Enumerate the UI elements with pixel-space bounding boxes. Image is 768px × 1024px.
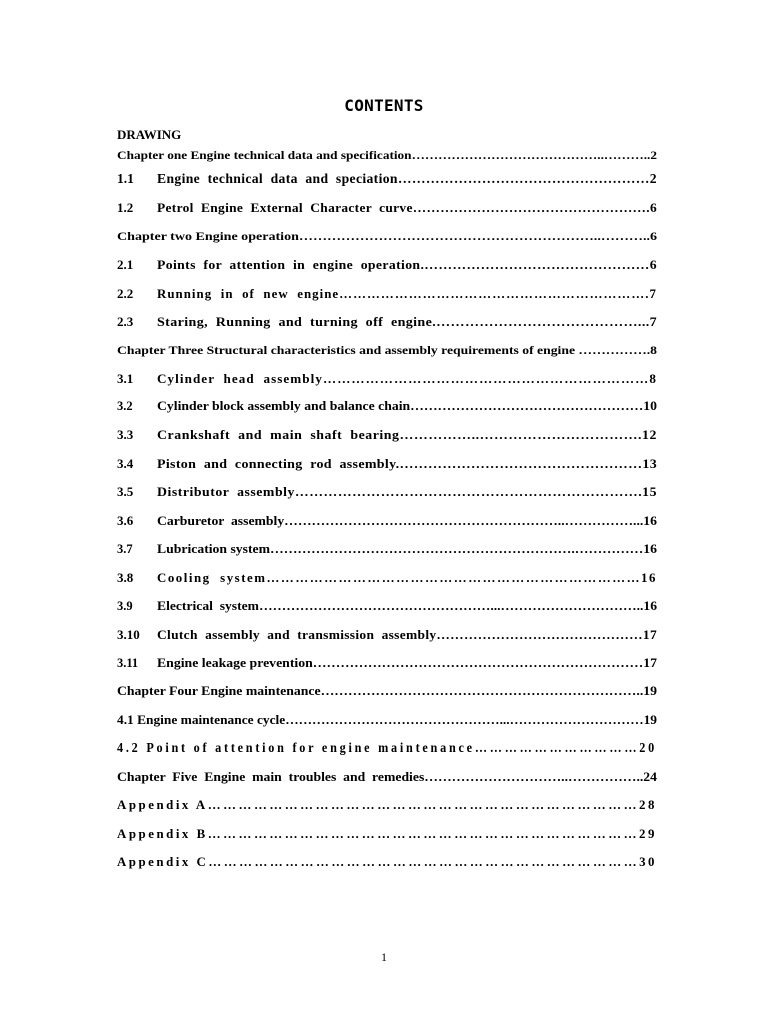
toc-entry-text: Chapter one Engine technical data and specification……………………………………..………..2 <box>117 148 657 162</box>
toc-entry-text: Petrol Engine External Character curve…………………………………………….6 <box>157 200 657 215</box>
toc-section-number: 3.6 <box>117 513 134 528</box>
toc-entry-text: Chapter Three Structural characteristics and assembly requirements of engine …………….8 <box>117 343 657 357</box>
toc-entry-text: Cylinder head assembly……………………………………………………………8 <box>157 371 657 386</box>
toc-section-number: 3.4 <box>117 456 134 471</box>
toc-entry <box>117 426 657 444</box>
toc-section-number: 3.11 <box>117 656 139 670</box>
contents-title: CONTENTS <box>344 96 424 115</box>
toc-entry <box>117 126 657 144</box>
toc-entry-text: Cooling system……………………………………………………………………16 <box>157 570 657 585</box>
toc-section-number: 2.2 <box>117 286 134 301</box>
toc-entry-text: Carburetor assembly……………………………………………………..……………...16 <box>157 513 657 528</box>
toc-entry-text: Staring, Running and turning off engine.……………………………………...7 <box>157 314 657 329</box>
toc-entry <box>117 313 657 331</box>
toc-entry-text: Appendix B…………………………………………………………………………29 <box>117 826 657 841</box>
toc-entry-text: Piston and connecting rod assembly.……………………………………………13 <box>157 456 657 471</box>
toc-section-number: 3.9 <box>117 599 133 613</box>
toc-entry <box>117 285 657 303</box>
toc-entry <box>117 146 657 164</box>
toc-entry <box>117 768 657 786</box>
toc-section-number: 3.1 <box>117 371 134 386</box>
toc-section-number: 3.10 <box>117 627 140 642</box>
toc-entry <box>117 483 657 501</box>
toc-entry <box>117 739 657 757</box>
toc-entry <box>117 455 657 473</box>
toc-entry-text: 4.2 Point of attention for engine maintenance……………………………20 <box>117 740 657 755</box>
toc-entry-text: Electrical system……………………………………………...…………………………..16 <box>157 599 657 613</box>
toc-entry <box>117 654 657 672</box>
toc-entry-text: Engine leakage prevention………………………………………………………………17 <box>157 656 657 670</box>
toc-entry-text: 4.1 Engine maintenance cycle…………………………………………...…………………………19 <box>117 713 657 727</box>
toc-entry <box>117 227 657 245</box>
toc-entry-text: Clutch assembly and transmission assembly………………………………………17 <box>157 627 657 642</box>
toc-entry <box>117 341 657 359</box>
toc-entry <box>117 569 657 587</box>
toc-section-number: 3.2 <box>117 399 133 413</box>
toc-entry <box>117 512 657 530</box>
toc-section-number: 3.3 <box>117 427 134 442</box>
toc-entry-text: Points for attention in engine operation.…………………………………………6 <box>157 257 657 272</box>
toc-entry-text: Distributor assembly……………………………………………………………….15 <box>157 484 657 499</box>
toc-entry <box>117 796 657 814</box>
toc-entry <box>117 711 657 729</box>
toc-entry <box>117 540 657 558</box>
toc-entry-text: Running in of new engine………………………………………………………….7 <box>157 286 657 301</box>
toc-entry <box>117 853 657 871</box>
toc-entry-text: Chapter Five Engine main troubles and remedies…………………………..……………..24 <box>117 770 657 784</box>
toc-section-number: 1.2 <box>117 200 134 215</box>
toc-entry-text: Appendix C…………………………………………………………………………30 <box>117 854 657 869</box>
toc-entry <box>117 256 657 274</box>
toc-section-number: 2.3 <box>117 314 134 329</box>
toc-entry-text: DRAWING <box>117 127 182 142</box>
toc-entry-text: Cylinder block assembly and balance chain……………………………………………10 <box>157 399 657 413</box>
toc-entry-text: Engine technical data and speciation………………………………………………2 <box>157 171 657 186</box>
toc-section-number: 3.8 <box>117 570 134 585</box>
toc-entry-text: Chapter two Engine operation………………………………………………………..………..6 <box>117 229 657 243</box>
toc-section-number: 2.1 <box>117 257 134 272</box>
toc-entry <box>117 397 657 415</box>
toc-section-number: 3.5 <box>117 484 134 499</box>
toc-entry-text: Chapter Four Engine maintenance……………………………………………………………..19 <box>117 684 657 698</box>
toc-entry <box>117 597 657 615</box>
toc-entry-text: Appendix A…………………………………………………………………………28 <box>117 797 657 812</box>
toc-entry <box>117 370 657 388</box>
toc-entry-text: Lubrication system………………………………………………………….……………16 <box>157 542 657 556</box>
toc-section-number: 3.7 <box>117 542 133 556</box>
toc-entry <box>117 626 657 644</box>
page-number: 1 <box>381 950 387 964</box>
toc-entry <box>117 682 657 700</box>
toc-entry <box>117 825 657 843</box>
toc-entry <box>117 199 657 217</box>
toc-section-number: 1.1 <box>117 171 134 186</box>
toc-entry <box>117 170 657 188</box>
toc-entry-text: Crankshaft and main shaft bearing……………..…………………………….12 <box>157 427 657 442</box>
